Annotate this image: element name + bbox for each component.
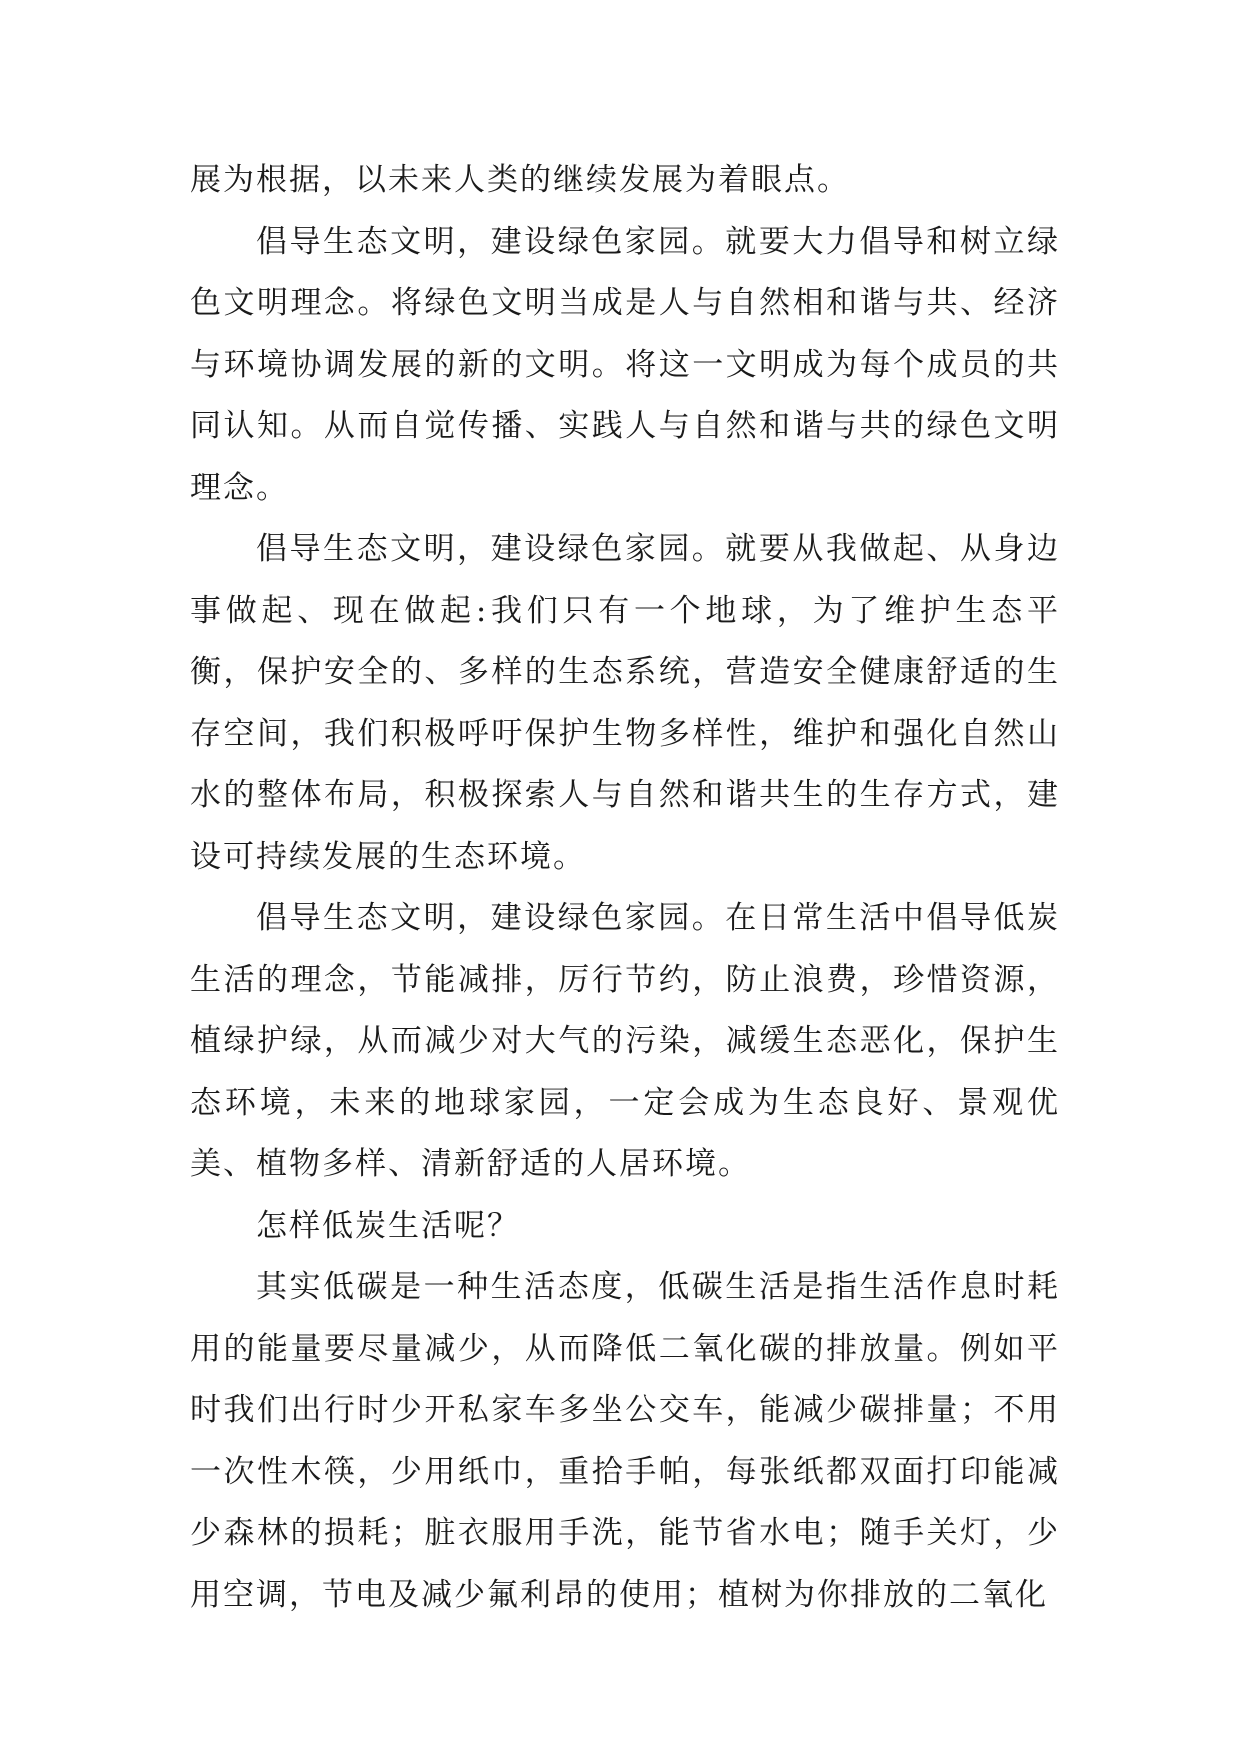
paragraph-6: 其实低碳是一种生活态度，低碳生活是指生活作息时耗用的能量要尽量减少，从而降低二氧化碳的排放量。例如平时我们出行时少开私家车多坐公交车，能减少碳排量；不用一次性木筷，少用纸巾，重拾手帕，每张纸都双面打印能减少森林的损耗；脏衣服用手洗，能节省水电；随手关灯，少用空调，节电及减少氟利昂的使用；植树为你排放的二氧化 <box>190 1269 1060 1613</box>
paragraph-2: 倡导生态文明，建设绿色家园。就要大力倡导和树立绿色文明理念。将绿色文明当成是人与自然相和谐与共、经济与环境协调发展的新的文明。将这一文明成为每个成员的共同认知。从而自觉传播、实践人与自然和谐与共的绿色文明理念。 <box>190 223 1060 506</box>
paragraph-5: 怎样低炭生活呢？ <box>256 1207 520 1244</box>
body-text <box>190 150 1060 1626</box>
paragraph-3: 倡导生态文明，建设绿色家园。就要从我做起、从身边事做起、现在做起:我们只有一个地球，为了维护生态平衡，保护安全的、多样的生态系统，营造安全健康舒适的生存空间，我们积极呼吁保护生物多样性，维护和强化自然山水的整体布局，积极探索人与自然和谐共生的生存方式，建设可持续发展的生态环境。 <box>190 531 1060 875</box>
paragraph-4: 倡导生态文明，建设绿色家园。在日常生活中倡导低炭生活的理念，节能减排，厉行节约，防止浪费，珍惜资源，植绿护绿，从而减少对大气的污染，减缓生态恶化，保护生态环境，未来的地球家园，一定会成为生态良好、景观优美、植物多样、清新舒适的人居环境。 <box>190 900 1060 1182</box>
paragraph-1: 展为根据，以未来人类的继续发展为着眼点。 <box>190 162 850 198</box>
